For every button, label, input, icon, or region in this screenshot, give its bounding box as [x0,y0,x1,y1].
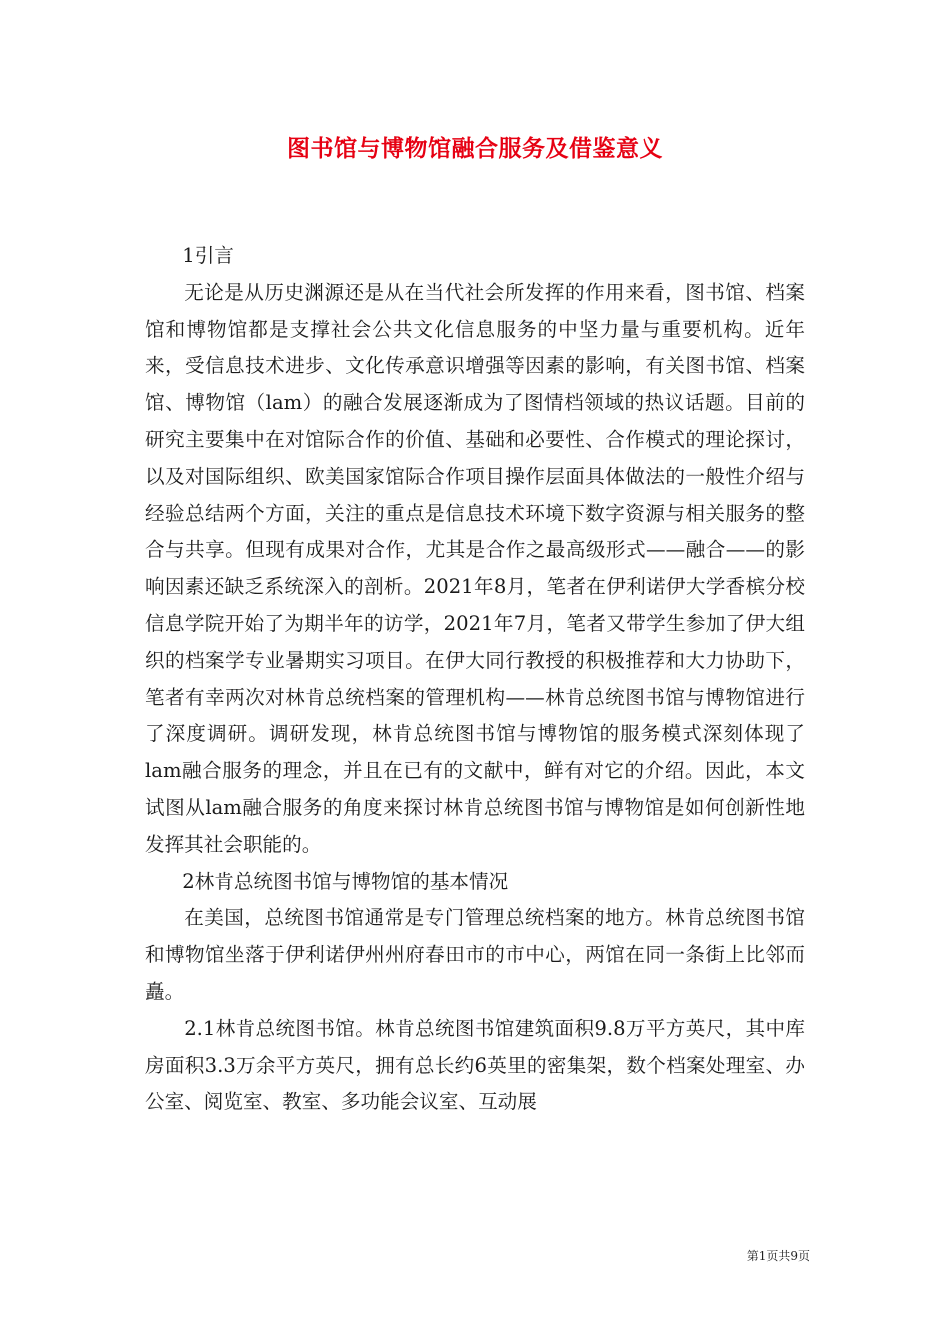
paragraph-library: 2.1林肯总统图书馆。林肯总统图书馆建筑面积9.8万平方英尺，其中库房面积3.3万余平方英尺，拥有总长约6英里的密集架，数个档案处理室、办公室、阅览室、教室、多功能会议室、互动展 [145,1016,805,1114]
section-heading-intro: 1引言 [182,244,234,267]
section-heading-basic-info: 2林肯总统图书馆与博物馆的基本情况 [182,869,509,893]
document-title: 图书馆与博物馆融合服务及借鉴意义 [287,135,663,162]
paragraph-intro: 无论是从历史渊源还是从在当代社会所发挥的作用来看，图书馆、档案馆和博物馆都是支撑社会公共文化信息服务的中坚力量与重要机构。近年来，受信息技术进步、文化传承意识增强等因素的影响，有关图书馆、档案馆、博物馆（lam）的融合发展逐渐成为了图情档领域的热议话题。目前的研究主要集中在对馆际合作的价值、基础和必要性、合作模式的理论探讨，以及对国际组织、欧美国家馆际合作项目操作层面具体做法的一般性介绍与经验总结两个方面，关注的重点是信息技术环境下数字资源与相关服务的整合与共享。但现有成果对合作，尤其是合作之最高级形式——融合——的影响因素还缺乏系统深入的剖析。2021年8月，笔者在伊利诺伊大学香槟分校信息学院开始了为期半年的访学，2021年7月，笔者又带学生参加了伊大组织的档案学专业暑期实习项目。在伊大同行教授的积极推荐和大力协助下，笔者有幸两次对林肯总统档案的管理机构——林肯总统图书馆与博物馆进行了深度调研。调研发现，林肯总统图书馆与博物馆的服务模式深刻体现了lam融合服务的理念，并且在已有的文献中，鲜有对它的介绍。因此，本文试图从lam融合服务的角度来探讨林肯总统图书馆与博物馆是如何创新性地发挥其社会职能的。 [145,280,805,856]
page-number: 第1页共9页 [746,1249,810,1263]
document-body [145,238,805,1121]
paragraph-basic-info: 在美国，总统图书馆通常是专门管理总统档案的地方。林肯总统图书馆和博物馆坐落于伊利诺伊州州府春田市的市中心，两馆在同一条街上比邻而矗。 [145,906,805,1003]
